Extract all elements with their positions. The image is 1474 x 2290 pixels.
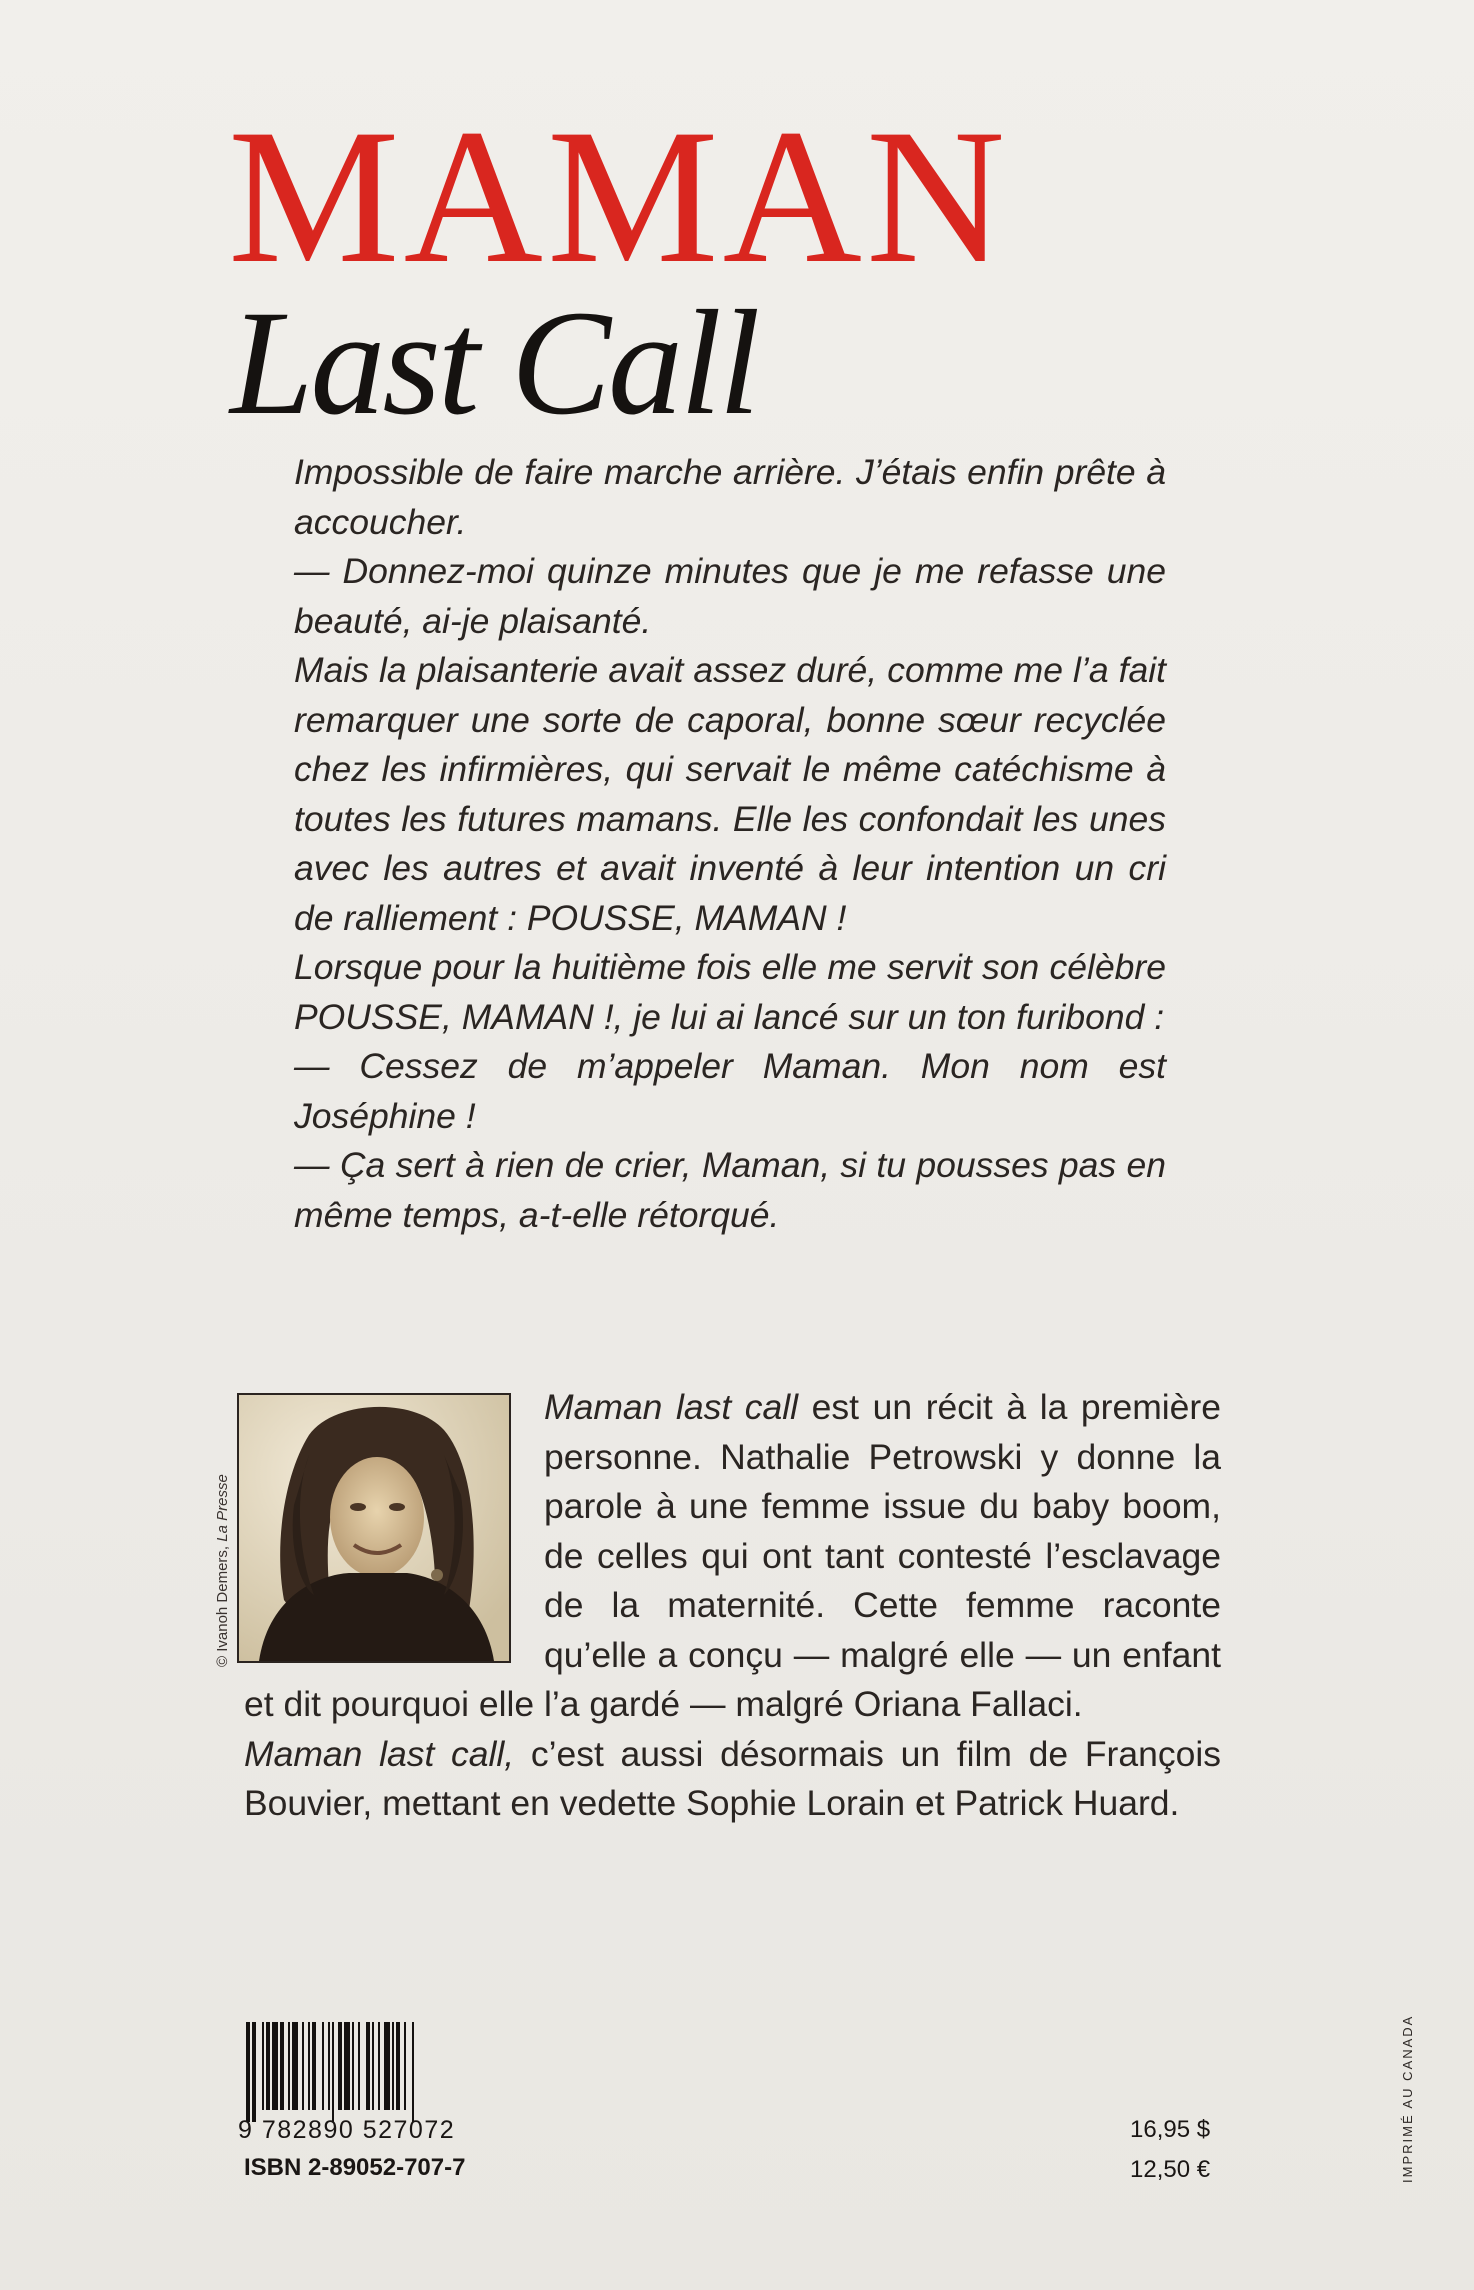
barcode-bar: [404, 2022, 406, 2110]
excerpt-paragraph: — Cessez de m’appeler Maman. Mon nom est Joséphine !: [294, 1046, 1166, 1136]
price-cad: 16,95 $: [1130, 2116, 1211, 2143]
barcode-bar: [392, 2022, 394, 2110]
barcode-bar: [396, 2022, 400, 2110]
price-eur: 12,50 €: [1130, 2156, 1211, 2183]
photo-spacer: [244, 1383, 544, 1670]
description-text: c’est aussi désormais un film de François Bouvier, mettant en vedette Sophie Lorain et Patrick Huard.: [244, 1733, 1221, 1823]
barcode-bar: [338, 2022, 342, 2110]
barcode-bar: [412, 2022, 414, 2122]
barcode-bar: [246, 2022, 250, 2122]
barcode-bar: [384, 2022, 390, 2110]
book-title-reference: Maman last call: [544, 1387, 799, 1427]
barcode-bar: [266, 2022, 270, 2110]
photo-credit-publication: La Presse: [214, 1474, 231, 1542]
barcode-digits: 9 782890 527072: [238, 2116, 456, 2144]
excerpt-paragraph: — Donnez-moi quinze minutes que je me refasse une beauté, ai-je plaisanté.: [294, 551, 1166, 641]
barcode-bar: [352, 2022, 354, 2110]
description-paragraph: [244, 1730, 1221, 1829]
barcode-bar: [366, 2022, 370, 2110]
barcode-bar: [262, 2022, 264, 2110]
excerpt-paragraph: Lorsque pour la huitième fois elle me servit son célèbre POUSSE, MAMAN !, je lui ai lancé sur un ton furibond :: [294, 947, 1166, 1037]
excerpt-paragraph: Mais la plaisanterie avait assez duré, comme me l’a fait remarquer une sorte de caporal, bonne sœur recyclée chez les infirmières, qui servait le même catéchisme à toutes les futures mamans. Elle les confondait les unes avec les autres et avait inventé à leur intention un cri de ralliement : POUSSE, MAMAN !: [294, 650, 1166, 938]
barcode-bar: [378, 2022, 380, 2110]
book-title: MAMAN: [228, 89, 1010, 303]
isbn-number: ISBN 2-89052-707-7: [244, 2154, 466, 2181]
barcode-bar: [292, 2022, 298, 2110]
book-description: [244, 1383, 1221, 1829]
barcode-bar: [312, 2022, 316, 2110]
barcode-bar: [358, 2022, 360, 2110]
printed-in-label: IMPRIMÉ AU CANADA: [1400, 2014, 1415, 2183]
photo-credit-name: © Ivanoh Demers,: [214, 1541, 231, 1667]
description-text: est un récit à la première personne. Nathalie Petrowski y donne la parole à une femme issue du baby boom, de celles qui ont tant contesté l’esclavage de la maternité. Cette femme raconte qu’elle a conçu — malgré elle — un enfant et dit pourquoi elle l’a gardé — malgré Oriana Fallaci.: [244, 1387, 1221, 1724]
barcode-bar: [322, 2022, 324, 2110]
barcode-bar: [332, 2022, 334, 2122]
barcode-bar: [272, 2022, 278, 2110]
barcode-bar: [344, 2022, 350, 2110]
barcode-bar: [302, 2022, 304, 2110]
barcode-bar: [328, 2022, 330, 2110]
book-subtitle: Last Call: [230, 280, 758, 446]
book-title-reference: Maman last call,: [244, 1733, 515, 1774]
barcode-bar: [252, 2022, 256, 2122]
barcode-bar: [372, 2022, 374, 2110]
barcode-bar: [280, 2022, 284, 2110]
excerpt-paragraph: Impossible de faire marche arrière. J’étais enfin prête à accoucher.: [294, 452, 1166, 542]
barcode-bar: [288, 2022, 290, 2110]
excerpt-block: [294, 448, 1166, 1240]
barcode-bar: [308, 2022, 310, 2110]
excerpt-paragraph: — Ça sert à rien de crier, Maman, si tu pousses pas en même temps, a-t-elle rétorqué.: [294, 1145, 1166, 1235]
photo-credit: [214, 1474, 232, 1667]
